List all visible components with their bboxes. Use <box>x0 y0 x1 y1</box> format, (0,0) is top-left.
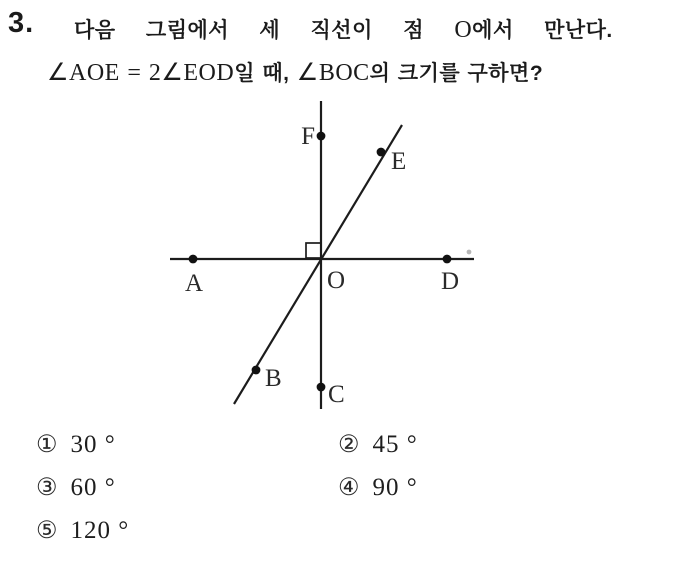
choice-3-value: 60 ° <box>70 474 116 501</box>
point-dot-E <box>377 148 386 157</box>
choice-4[interactable] <box>338 474 418 502</box>
statement-korean-1: 다음 그림에서 세 직선이 점 <box>74 19 455 42</box>
point-dot-B <box>252 366 261 375</box>
point-dot-D <box>443 255 452 264</box>
choice-1-circled-number: ① <box>36 432 58 458</box>
choice-5-value: 120 ° <box>70 517 130 544</box>
statement-korean-4: 의 크기를 구하면? <box>369 62 544 85</box>
point-dot-A <box>189 255 198 264</box>
choice-3[interactable] <box>36 474 116 502</box>
point-label-D: D <box>440 268 460 295</box>
point-label-O: O <box>327 267 346 294</box>
point-label-F: F <box>301 123 315 150</box>
choice-5[interactable] <box>36 517 129 545</box>
scan-artifact-mark <box>467 250 472 255</box>
choice-1[interactable] <box>36 431 116 459</box>
statement-point-o: O <box>454 17 473 43</box>
choice-2[interactable] <box>338 431 418 459</box>
point-label-B: B <box>265 365 282 392</box>
point-dot-C <box>317 383 326 392</box>
point-label-A: A <box>184 270 204 297</box>
choice-2-circled-number: ② <box>338 432 360 458</box>
statement-angle-equation: ∠AOE = 2∠EOD <box>47 60 235 86</box>
statement-korean-2: 에서 만난다. <box>472 19 613 42</box>
point-dot-F <box>317 132 326 141</box>
problem-number: 3. <box>8 7 35 39</box>
choice-2-value: 45 ° <box>372 431 418 458</box>
choice-4-value: 90 ° <box>372 474 418 501</box>
statement-korean-3: 일 때, <box>234 62 297 85</box>
choice-3-circled-number: ③ <box>36 475 58 501</box>
right-angle-marker <box>306 243 321 258</box>
line-BE-diagonal <box>234 125 402 404</box>
statement-angle-boc: ∠BOC <box>296 60 370 86</box>
choice-5-circled-number: ⑤ <box>36 518 58 544</box>
point-label-E: E <box>391 148 407 175</box>
point-label-C: C <box>328 381 345 408</box>
choice-4-circled-number: ④ <box>338 475 360 501</box>
choice-1-value: 30 ° <box>70 431 116 458</box>
